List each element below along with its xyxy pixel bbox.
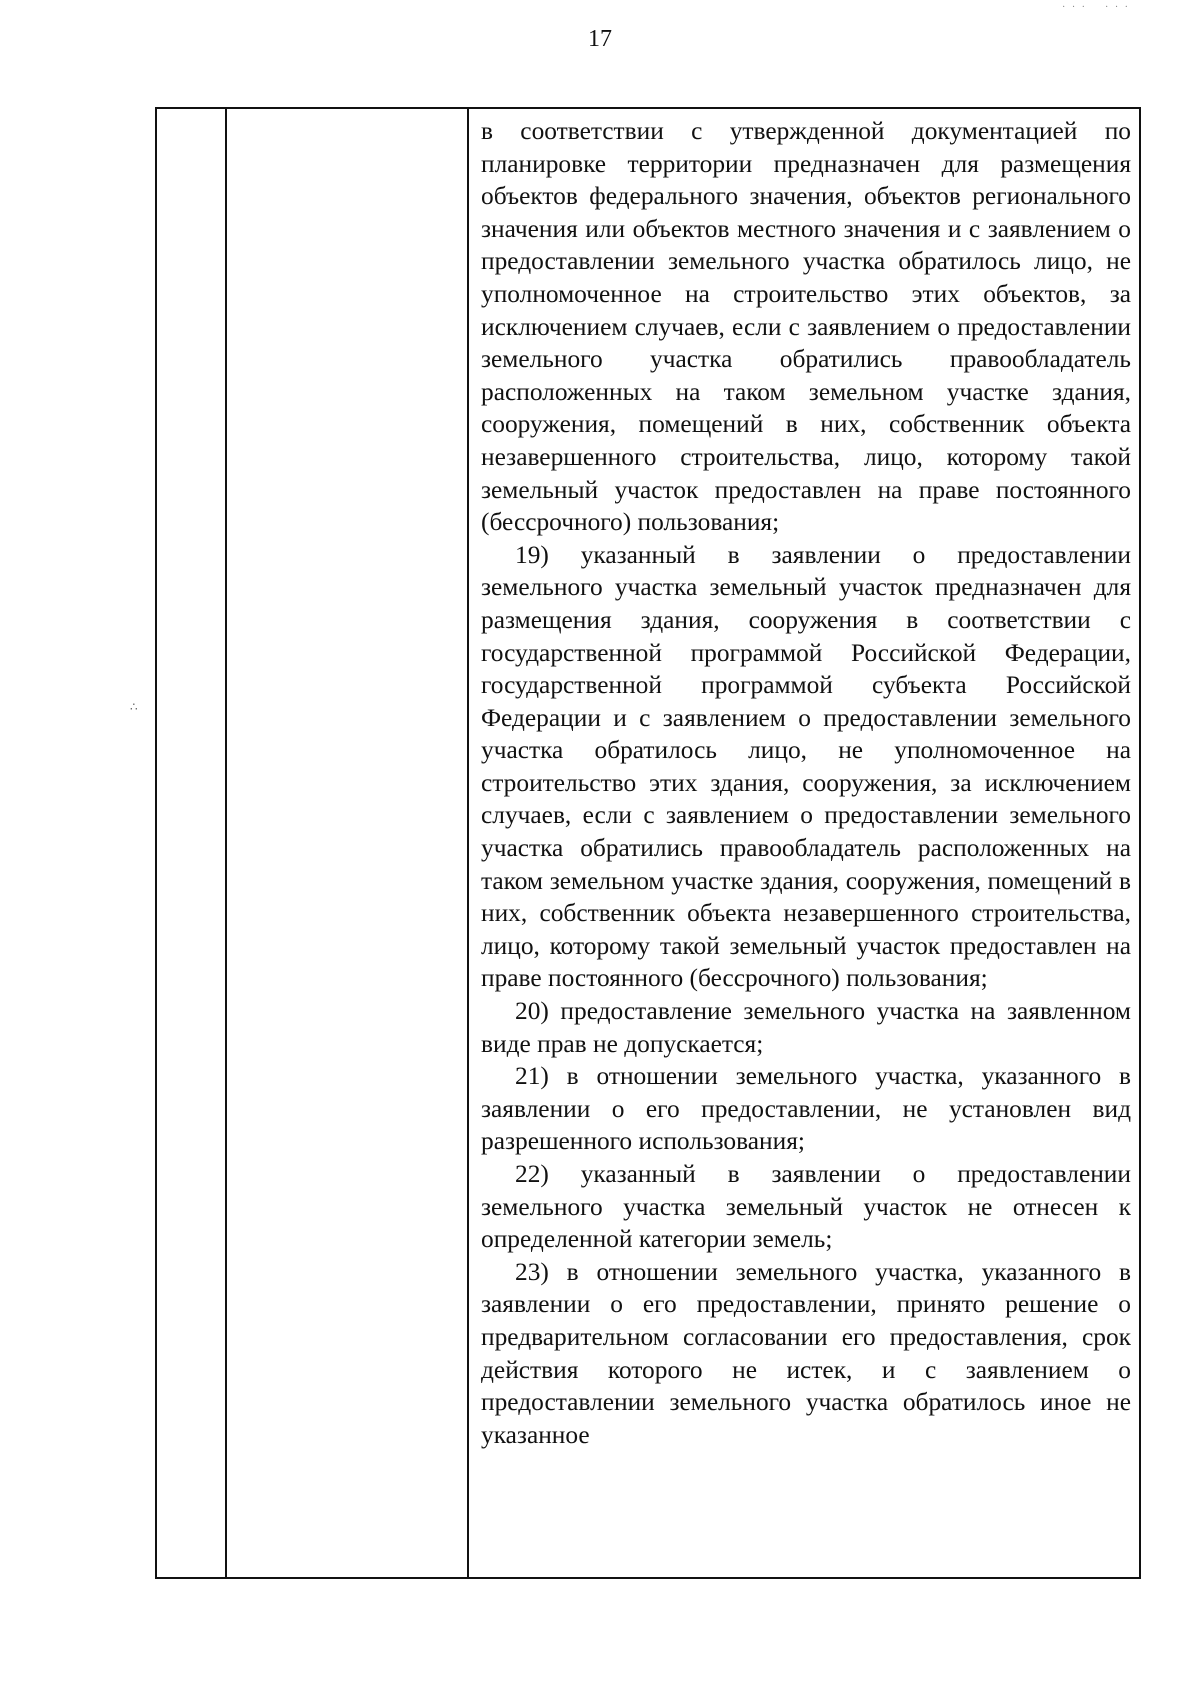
paragraph-23: 23) в отношении земельного участка, указанного в заявлении о его предоставлении, принято решение о предварительном согласовании его предоставления, срок действия которого не истек, и с заявлением о предоставлении земельного участка обратилось иное не указанное (481, 1257, 1131, 1449)
page-number: 17 (588, 26, 612, 52)
column-divider-1 (225, 109, 227, 1577)
paragraph-continuation: в соответствии с утвержденной документацией по планировке территории предназначен для размещения объектов федерального значения, объектов регионального значения или объектов местного значения и с заявлением о предоставлении земельного участка обратилось лицо, не уполномоченное на строительство этих объектов, за исключением случаев, если с заявлением о предоставлении земельного участка обратились правообладатель расположенных на таком земельном участке здания, сооружения, помещений в них, собственник объекта незавершенного строительства, лицо, которому такой земельный участок предоставлен на праве постоянного (бессрочного) пользования; (481, 117, 1131, 537)
paragraph-21: 21) в отношении земельного участка, указанного в заявлении о его предоставлении, не установлен вид разрешенного использования; (481, 1062, 1131, 1156)
paragraph-19: 19) указанный в заявлении о предоставлении земельного участка земельный участок предназначен для размещения здания, сооружения в соответствии с государственной программой Российской Федерации, государственной программой субъекта Российской Федерации и с заявлением о предоставлении земельного участка обратилось лицо, не уполномоченное на строительство этих здания, сооружения, за исключением случаев, если с заявлением о предоставлении земельного участка обратились правообладатель расположенных на таком земельном участке здания, сооружения, помещений в них, собственник объекта незавершенного строительства, лицо, которому такой земельный участок предоставлен на праве постоянного (бессрочного) пользования; (481, 540, 1131, 993)
scan-artifact: · · · · · · (1062, 2, 1130, 13)
margin-mark: ∴ (130, 700, 138, 714)
paragraph-22: 22) указанный в заявлении о предоставлении земельного участка земельный участок не отнесен к определенной категории земель; (481, 1160, 1131, 1254)
paragraph-20: 20) предоставление земельного участка на заявленном виде прав не допускается; (481, 997, 1131, 1058)
document-table (155, 107, 1141, 1579)
table-cell-text (481, 115, 1131, 1451)
column-divider-2 (467, 109, 469, 1577)
